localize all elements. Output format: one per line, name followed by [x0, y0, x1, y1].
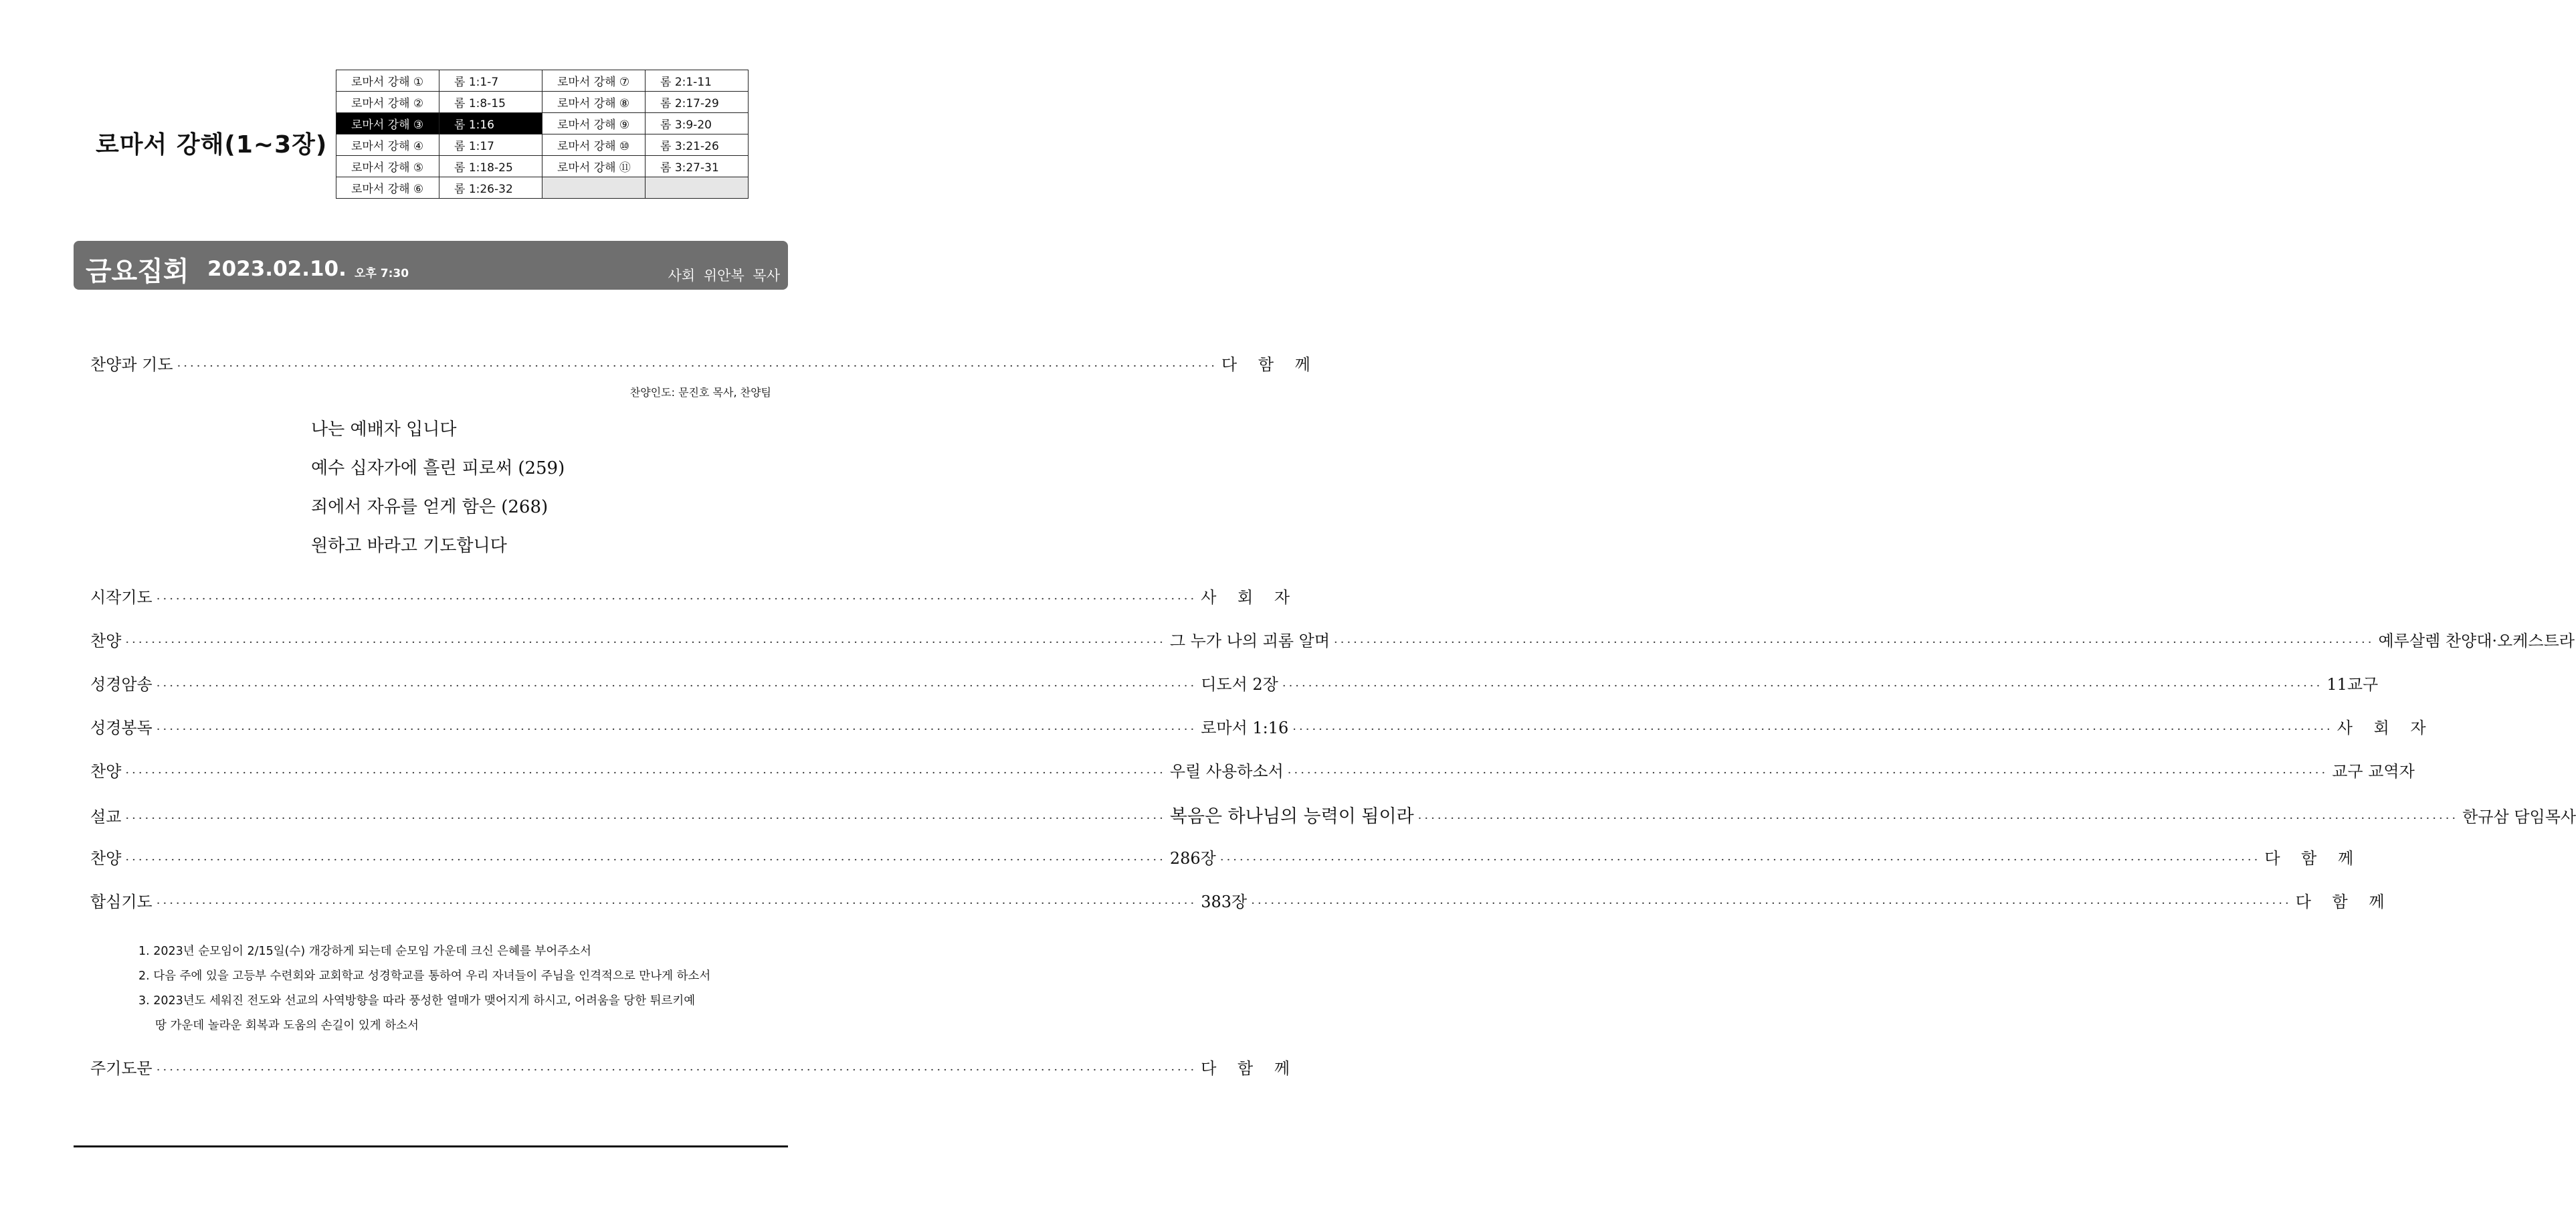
order-content: 로마서 1:16 — [1201, 719, 1289, 737]
order-label: 찬 양 — [90, 762, 122, 781]
service-date: 2023.02.10. — [207, 257, 346, 281]
order-right: 11교구 — [2326, 675, 2379, 694]
order-label: 찬 양 — [90, 632, 122, 650]
order-item-praise — [90, 758, 2415, 785]
table-row — [336, 70, 749, 92]
table-cell: 롬 1:1-7 — [439, 70, 542, 92]
empty-cell — [646, 177, 749, 199]
prayer-topic: 3. 2023년도 세워진 전도와 선교의 사역방향을 따라 풍성한 열매가 맺어지게 하시고, 어려움을 당한 튀르키예 — [138, 994, 696, 1008]
order-label: 설 교 — [90, 808, 122, 826]
sermon-title: 복음은 하나님의 능력이 됨이라 — [1169, 806, 1414, 827]
order-right: 다 함 께 — [2295, 893, 2393, 911]
table-row — [336, 177, 749, 199]
order-right: 다 함 께 — [1221, 355, 1318, 374]
order-right: 예루살렘 찬양대·오케스트라 — [2378, 632, 2575, 650]
order-content: 그 누가 나의 괴롬 알며 — [1169, 632, 1330, 650]
service-time: 오후 7:30 — [355, 267, 409, 280]
order-item-praise — [90, 628, 2575, 654]
table-cell: 롬 3:27-31 — [646, 156, 749, 177]
table-cell: 로마서 강해 ⑨ — [542, 113, 646, 134]
order-item-sermon — [90, 802, 2576, 828]
leader-dots: ································································································································································ — [156, 723, 1197, 737]
leader-dots: ································································································································································ — [1417, 812, 2459, 826]
praise-leader-note: 찬양인도: 문진호 목사, 찬양팀 — [629, 386, 771, 399]
leader-dots: ································································································································································ — [1292, 723, 2333, 737]
table-cell: 롬 1:17 — [439, 134, 542, 156]
order-item-opening-prayer — [90, 584, 1298, 611]
service-name: 금요집회 — [86, 256, 189, 287]
order-label: 주기도문 — [90, 1059, 153, 1078]
order-right: 다 함 께 — [1201, 1059, 1298, 1078]
order-label: 찬 양 — [90, 849, 122, 868]
leader-dots: ································································································································································ — [125, 812, 1166, 826]
current-sermon-cell: 로마서 강해 ③ — [336, 113, 439, 134]
order-right: 다 함 께 — [2264, 849, 2362, 868]
order-label: 찬양과 기도 — [90, 355, 173, 374]
order-content: 286장 — [1169, 849, 1216, 868]
song-list — [311, 416, 565, 571]
order-item-scripture-reading — [90, 715, 2434, 741]
order-right: 한규삼 담임목사 — [2462, 808, 2576, 826]
leader-dots: ································································································································································ — [156, 1063, 1197, 1077]
leader-dots: ································································································································································ — [177, 359, 1218, 373]
table-cell: 로마서 강해 ⑤ — [336, 156, 439, 177]
table-cell: 롬 1:26-32 — [439, 177, 542, 199]
table-cell: 롬 2:17-29 — [646, 92, 749, 113]
table-cell: 로마서 강해 ② — [336, 92, 439, 113]
empty-cell — [542, 177, 646, 199]
leader-dots: ································································································································································ — [125, 766, 1166, 780]
leader-dots: ································································································································································ — [1334, 636, 2375, 650]
table-cell: 로마서 강해 ⑥ — [336, 177, 439, 199]
order-right: 사 회 자 — [2337, 719, 2434, 737]
table-cell: 로마서 강해 ⑩ — [542, 134, 646, 156]
table-cell: 롬 1:8-15 — [439, 92, 542, 113]
leader-dots: ································································································································································ — [1219, 853, 2261, 867]
order-label: 성경봉독 — [90, 719, 153, 737]
order-item-lords-prayer — [90, 1055, 1298, 1082]
table-row — [336, 92, 749, 113]
order-item-praise — [90, 845, 2362, 872]
table-cell: 롬 1:18-25 — [439, 156, 542, 177]
order-right: 교구 교역자 — [2332, 762, 2415, 781]
order-content: 우릴 사용하소서 — [1169, 762, 1284, 781]
leader-dots: ································································································································································ — [156, 679, 1197, 693]
prayer-topic-continuation: 땅 가운데 놀라운 회복과 도움의 손길이 있게 하소서 — [155, 1019, 419, 1032]
service-leader: 사회 위안복 목사 — [668, 268, 780, 284]
table-cell: 로마서 강해 ⑪ — [542, 156, 646, 177]
bottom-divider — [74, 1145, 788, 1147]
prayer-topic: 1. 2023년 순모임이 2/15일(수) 개강하게 되는데 순모임 가운데 크신 은혜를 부어주소서 — [138, 945, 591, 958]
leader-dots: ································································································································································ — [125, 636, 1166, 650]
order-item-united-prayer — [90, 889, 2393, 915]
series-schedule-table — [336, 70, 749, 199]
table-cell: 롬 2:1-11 — [646, 70, 749, 92]
order-content: 383장 — [1201, 893, 1248, 911]
order-item-praise-prayer — [90, 351, 1318, 378]
table-cell: 롬 3:21-26 — [646, 134, 749, 156]
order-label: 합심기도 — [90, 893, 153, 911]
table-row-current — [336, 113, 749, 134]
order-label: 성경암송 — [90, 675, 153, 694]
order-right: 사 회 자 — [1201, 588, 1298, 607]
order-content: 디도서 2장 — [1201, 675, 1278, 694]
table-cell: 로마서 강해 ① — [336, 70, 439, 92]
leader-dots: ································································································································································ — [156, 592, 1197, 606]
leader-dots: ································································································································································ — [125, 853, 1166, 867]
current-passage-cell: 롬 1:16 — [439, 113, 542, 134]
table-cell: 롬 3:9-20 — [646, 113, 749, 134]
song-item: 죄에서 자유를 얻게 함은 (268) — [311, 497, 549, 517]
leader-dots: ································································································································································ — [156, 897, 1197, 911]
order-item-scripture-memorization — [90, 671, 2379, 698]
table-row — [336, 134, 749, 156]
order-label: 시작기도 — [90, 588, 153, 607]
table-row — [336, 156, 749, 177]
leader-dots: ································································································································································ — [1287, 766, 2329, 780]
song-item: 나는 예배자 입니다 — [311, 420, 457, 440]
leader-dots: ································································································································································ — [1282, 679, 2323, 693]
table-cell: 로마서 강해 ④ — [336, 134, 439, 156]
leader-dots: ································································································································································ — [1251, 897, 2292, 911]
table-cell: 로마서 강해 ⑧ — [542, 92, 646, 113]
song-item: 원하고 바라고 기도합니다 — [311, 536, 507, 556]
prayer-topic: 2. 다음 주에 있을 고등부 수련회와 교회학교 성경학교를 통하여 우리 자녀들이 주님을 인격적으로 만나게 하소서 — [138, 969, 711, 983]
service-banner — [74, 241, 788, 290]
series-title: 로마서 강해(1~3장) — [96, 131, 328, 159]
table-cell: 로마서 강해 ⑦ — [542, 70, 646, 92]
song-item: 예수 십자가에 흘린 피로써 (259) — [311, 458, 565, 478]
prayer-topics — [138, 941, 710, 1040]
